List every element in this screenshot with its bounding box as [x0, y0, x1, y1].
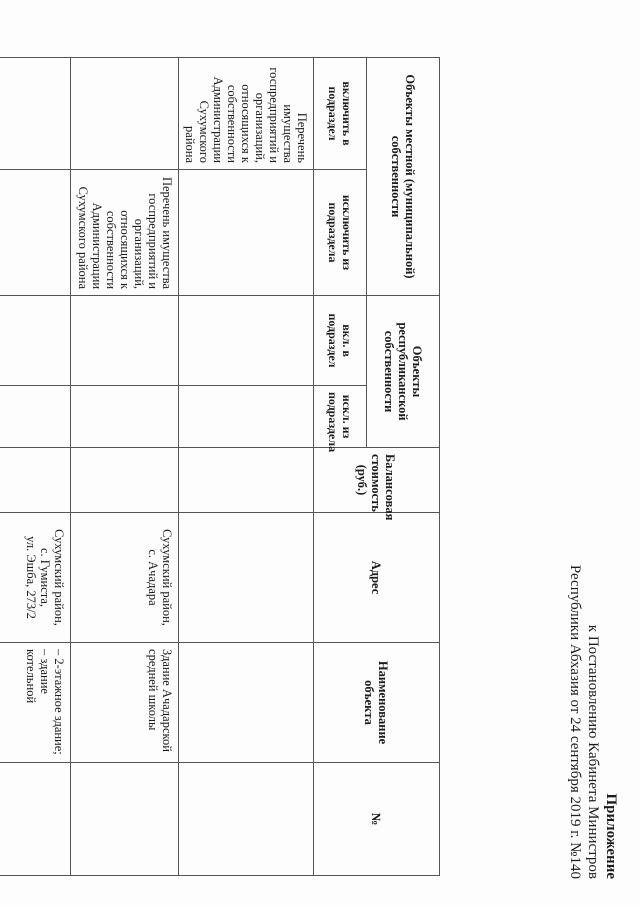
cell-text-line: Администрации	[211, 76, 225, 163]
cell-address	[179, 513, 314, 643]
cell-balance-value	[71, 448, 179, 513]
cell-text-line: средней школы	[146, 649, 160, 731]
cell-local-exclude	[0, 170, 71, 296]
cell-balance-value	[179, 448, 314, 513]
cell-text-line: с. Гумиста,	[38, 547, 52, 608]
resolution-reference: к Постановлению Кабинета Министров	[585, 624, 601, 879]
cell-number	[0, 763, 71, 876]
cell-text-line: Перечень имущества	[160, 176, 174, 290]
col-address: Адрес	[314, 513, 440, 643]
cell-text-line: Сухумский район,	[52, 529, 66, 626]
col-group-local: Объекты местной (муниципальной) собственности	[367, 58, 440, 296]
col-group-republic: Объекты республиканской собственности	[367, 296, 440, 448]
cell-address	[71, 513, 179, 643]
document-header	[566, 565, 620, 879]
table-header-row	[367, 58, 440, 876]
col-republic-include: вкл. в подраздел	[314, 296, 367, 386]
cell-text-line: – 2-этажное здание;	[52, 649, 66, 755]
cell-object-name	[0, 643, 71, 763]
cell-text-line: госпредприятий и	[267, 67, 281, 163]
col-number: №	[314, 763, 440, 876]
cell-text-line: Сухумского района	[183, 100, 211, 163]
cell-text-line: котельной	[24, 649, 38, 704]
table-row	[179, 58, 314, 876]
cell-text-line: относящихся к	[118, 210, 132, 290]
cell-object-name	[179, 643, 314, 763]
cell-text-line: Перечень имущества	[281, 104, 309, 163]
cell-local-include	[71, 58, 179, 170]
cell-text-line: собственности	[225, 84, 239, 163]
cell-text-line: – здание	[38, 649, 52, 694]
cell-local-exclude	[179, 170, 314, 296]
cell-republic-exclude	[0, 386, 71, 448]
cell-text-line: с. Ачадара	[146, 549, 160, 606]
cell-text-line: ул. Эшба, 273/2	[24, 536, 38, 619]
cell-republic-include	[71, 296, 179, 386]
col-balance-value: Балансовая стоимость (руб.)	[314, 448, 440, 513]
cell-local-exclude	[71, 170, 179, 296]
cell-local-include	[179, 58, 314, 170]
resolution-date: Республики Абхазия от 24 сентября 2019 г. №140	[567, 564, 583, 879]
cell-number	[71, 763, 179, 876]
cell-text-line: Сухумский район,	[160, 529, 174, 626]
table-row	[0, 58, 71, 876]
cell-republic-exclude	[179, 386, 314, 448]
cell-object-name	[71, 643, 179, 763]
col-republic-exclude: искл. из подраздела	[314, 386, 367, 448]
cell-republic-exclude	[71, 386, 179, 448]
cell-republic-include	[0, 296, 71, 386]
cell-text-line: Сухумского района	[76, 186, 90, 290]
cell-address	[0, 513, 71, 643]
property-table	[0, 57, 440, 876]
col-local-exclude: исключить из подраздела	[314, 170, 367, 296]
table-row	[71, 58, 179, 876]
cell-balance-value	[0, 448, 71, 513]
cell-text-line: относящихся к	[239, 84, 253, 163]
col-object-name: Наименование объекта	[314, 643, 440, 763]
cell-text-line: Администрации	[90, 202, 104, 290]
cell-republic-include	[179, 296, 314, 386]
cell-text-line: организаций,	[253, 92, 267, 163]
cell-local-include	[0, 58, 71, 170]
cell-text-line: организаций,	[132, 218, 146, 290]
cell-number	[179, 763, 314, 876]
cell-text-line: госпредприятий и	[146, 193, 160, 290]
cell-text-line: собственности	[104, 210, 118, 290]
col-local-include: включить в подраздел	[314, 58, 367, 170]
cell-text-line: Здание Ачадарской	[160, 649, 174, 752]
appendix-title: Приложение	[603, 793, 619, 879]
